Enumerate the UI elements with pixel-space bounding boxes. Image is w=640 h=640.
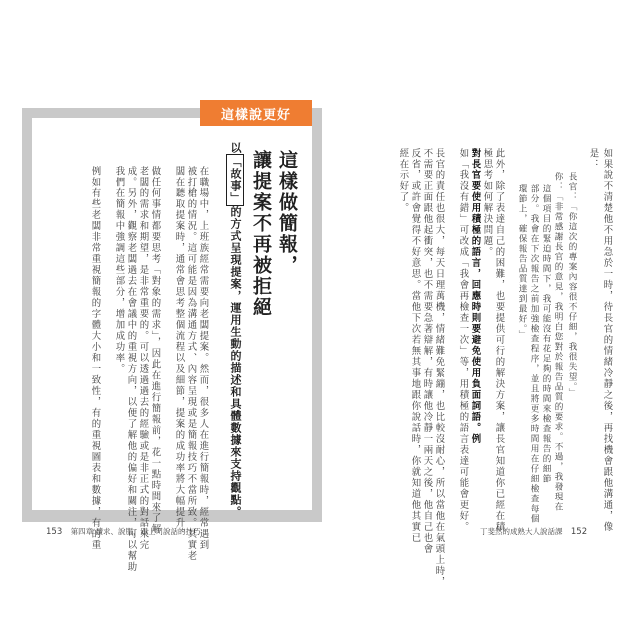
subheading [226, 142, 244, 518]
text-column: 做任何事情都要思考「對象的需求」，因此在進行簡報前，花一點時間來了解 [149, 166, 161, 535]
text-column: 極思考如何解決問題。 [481, 148, 493, 258]
book-title: 丁斐然的成熟大人說話課 [480, 527, 563, 536]
emphasis-column: 對長官要使用積極的語言，回應時則要避免使用負面詞語。例 [469, 148, 481, 445]
text-column: 我們在簡報中強調這些部分，增加成功率。 [113, 166, 125, 375]
text-column: 被打槍的情況。這可能是因為溝通方式、內容呈現或是簡報技巧不當所致。其實老 [185, 166, 197, 562]
dialog-line: 環節上，確保報告品質達到最好。」 [517, 184, 527, 340]
headline-line-1: 這樣做簡報， [276, 150, 298, 276]
text-column: 老闆的需求和期望，是非常重要的。可以透過過去的經驗或是非正式的對話來完 [137, 166, 149, 551]
text-column: 不需要正面跟他起衝突，也不需要急著辯解，有時讓他冷靜一兩天之後，他自己也會 [421, 148, 433, 555]
chapter-title: 第四章 讀求、說服，跟上司說話的技巧 [70, 527, 201, 536]
text-column: 如「我沒有錯」可改成「我會再檢查一次」等，用積極的語言表達可能會更好。 [457, 148, 469, 533]
text-column: 長官的責任也很大，每天日理萬機，情緒難免緊繃，也比較沒耐心，所以當他在氣頭上時， [433, 148, 445, 588]
section-tag: 這樣說更好 [200, 100, 312, 126]
dialog-line: 長官：「你這次的專案內容很不仔細，我很失望。」 [567, 172, 577, 398]
text-column: 例如有些老闆非常重視簡報的字體大小和一致性，有的重視圖表和數據，有的重 [89, 166, 101, 551]
dialog-line: 這個項目的緊迫時間下，我可能沒有花足夠的時間來檢查報告的細節 [541, 184, 551, 484]
text-column: 闆在聽取提案時，通常會思考整個流程以及細節，提案的成功率將大幅提升。 [173, 166, 185, 540]
page-number-left: 153 [46, 527, 63, 537]
dialog-line: 你：「非常感謝長官的意見，我明白您對於報告品質的要求。不過，我發現在 [553, 172, 563, 512]
text-column: 是： [587, 148, 599, 170]
left-footer [40, 526, 201, 537]
subheading-bracket: 「故事」 [226, 154, 244, 206]
subheading-post: 的方式呈現提案，運用生動的描述和具體數據來支持觀點。 [229, 206, 242, 518]
text-column: 如果說不清楚他不用急於一時，待長官的情緒冷靜之後，再找機會跟他溝通，像 [601, 148, 613, 533]
text-column: 成。另外，觀察老闆過去在會議中的重視方向，以便了解他的偏好和關注，可以幫助 [125, 166, 137, 573]
right-footer [480, 526, 593, 537]
headline-line-2: 讓提案不再被拒絕 [250, 150, 272, 318]
page-number-right: 152 [570, 527, 588, 537]
text-column: 反省，或許會覺得不好意思。當他下次若無其事地跟你說話時，你就知道他其實已 [409, 148, 421, 544]
dialog-line: 部分。我會在下次報告之前加強檢查程序，並且將更多時間用在仔細檢查每個 [529, 184, 539, 524]
text-column: 此外，除了表達自己的困難，也要提供可行的解決方案，讓長官知道你已經在積 [493, 148, 505, 533]
text-column: 在職場中，上班族經常需要向老闆提案。然而，很多人在進行簡報時，經常遇到 [197, 166, 209, 551]
text-column: 經在示好了。 [397, 148, 409, 214]
subheading-pre: 以 [229, 142, 242, 154]
